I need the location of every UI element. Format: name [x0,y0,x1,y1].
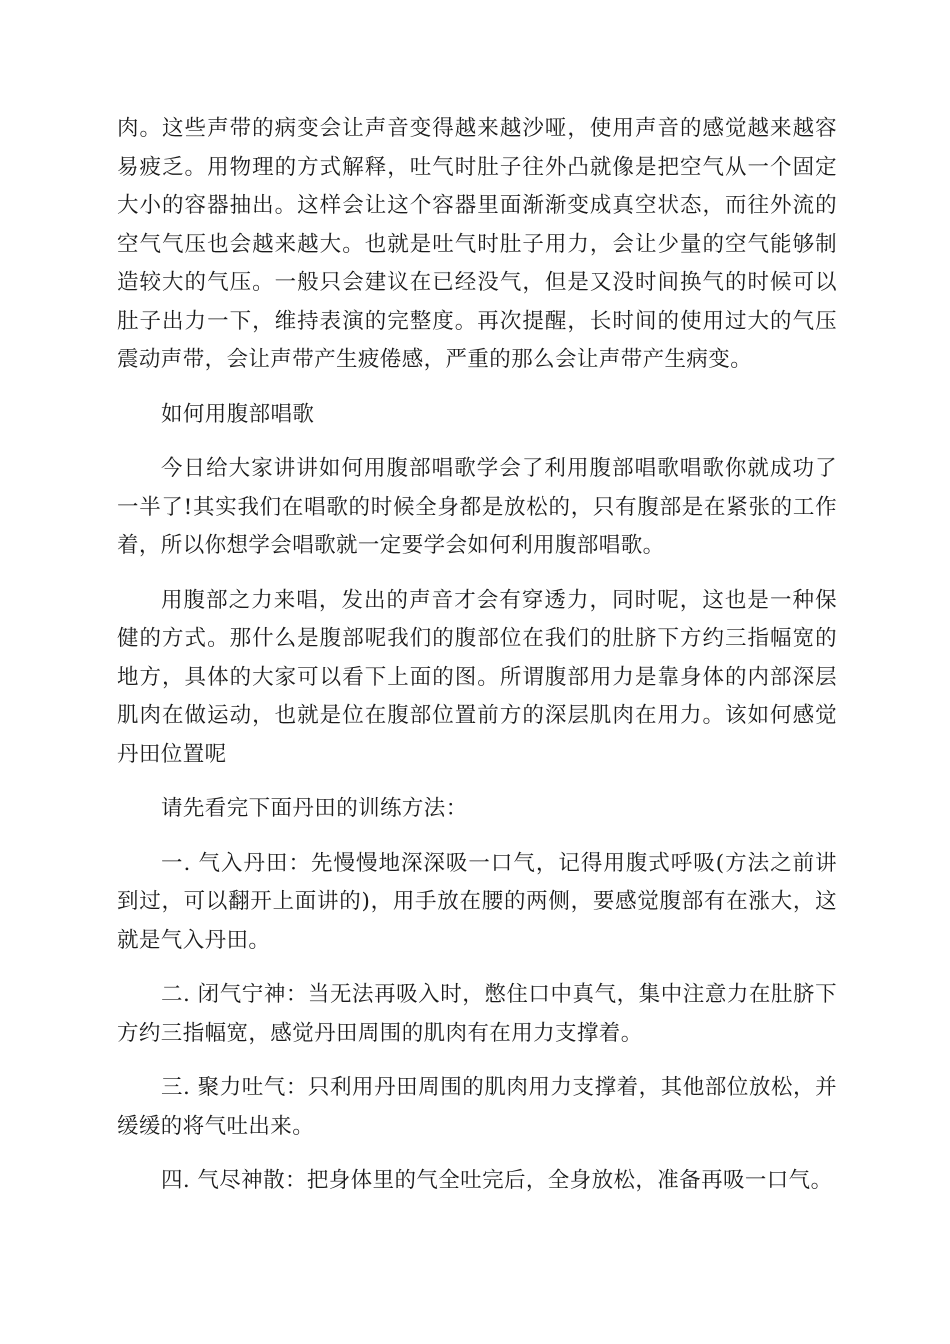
step-three: 三. 聚力吐气：只利用丹田周围的肌肉用力支撑着，其他部位放松，并缓缓的将气吐出来。 [117,1075,837,1139]
step-two: 二. 闭气宁神：当无法再吸入时，憋住口中真气，集中注意力在肚脐下方约三指幅宽，感觉丹田周围的肌肉有在用力支撑着。 [117,982,837,1046]
paragraph-intro: 今日给大家讲讲如何用腹部唱歌学会了利用腹部唱歌唱歌你就成功了一半了!其实我们在唱歌的时候全身都是放松的，只有腹部是在紧张的工作着，所以你想学会唱歌就一定要学会如何利用腹部唱歌。 [117,456,837,558]
document-body [117,110,837,1217]
step-one: 一. 气入丹田：先慢慢地深深吸一口气，记得用腹式呼吸(方法之前讲到过，可以翻开上面讲的)，用手放在腰的两侧，要感觉腹部有在涨大，这就是气入丹田。 [117,850,837,953]
paragraph-abdomen: 用腹部之力来唱，发出的声音才会有穿透力，同时呢，这也是一种保健的方式。那什么是腹部呢我们的腹部位在我们的肚脐下方约三指幅宽的地方，具体的大家可以看下上面的图。所谓腹部用力是靠身体的内部深层肌肉在做运动，也就是位在腹部位置前方的深层肌肉在用力。该如何感觉丹田位置呢 [117,587,837,767]
paragraph-continuation: 肉。这些声带的病变会让声音变得越来越沙哑，使用声音的感觉越来越容易疲乏。用物理的方式解释，吐气时肚子往外凸就像是把空气从一个固定大小的容器抽出。这样会让这个容器里面渐渐变成真空状态，而往外流的空气气压也会越来越大。也就是吐气时肚子用力，会让少量的空气能够制造较大的气压。一般只会建议在已经没气，但是又没时间换气的时候可以肚子出力一下，维持表演的完整度。再次提醒，长时间的使用过大的气压震动声带，会让声带产生疲倦感，严重的那么会让声带产生病变。 [117,116,837,372]
step-four: 四. 气尽神散：把身体里的气全吐完后，全身放松，准备再吸一口气。 [161,1168,833,1193]
paragraph-training-lead: 请先看完下面丹田的训练方法： [161,796,468,821]
section-heading: 如何用腹部唱歌 [161,401,315,427]
